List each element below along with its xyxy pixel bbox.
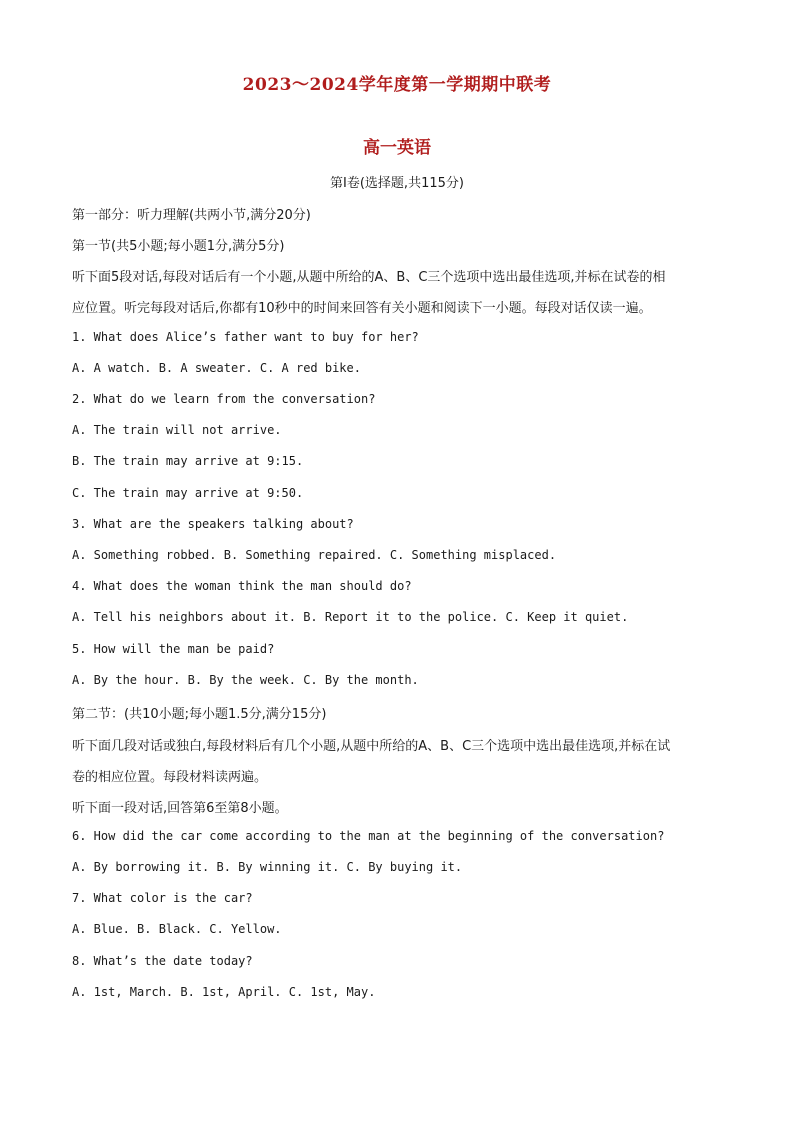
question-text: 6. How did the car come according to the man at the beginning of the conversation?: [72, 829, 665, 843]
exam-title: 2023～2024学年度第一学期期中联考: [242, 75, 552, 95]
question-options: A. A watch. B. A sweater. C. A red bike.: [72, 361, 361, 375]
instruction-text: 应位置。听完每段对话后,你都有10秒中的时间来回答有关小题和阅读下一小题。每段对话仅读一遍。: [72, 301, 652, 316]
part-heading: 第一部分：听力理解(共两小节,满分20分): [72, 208, 311, 223]
question-options: A. Blue. B. Black. C. Yellow.: [72, 922, 282, 936]
question-option: B. The train may arrive at 9:15.: [72, 454, 304, 468]
question-text: 3. What are the speakers talking about?: [72, 517, 354, 531]
question-option: A. The train will not arrive.: [72, 423, 282, 437]
instruction-text: 听下面一段对话,回答第6至第8小题。: [72, 801, 288, 816]
question-options: A. Tell his neighbors about it. B. Report it to the police. C. Keep it quiet.: [72, 610, 629, 624]
section-heading: 第一节(共5小题;每小题1分,满分5分): [72, 239, 285, 254]
question-text: 7. What color is the car?: [72, 891, 253, 905]
question-options: A. Something robbed. B. Something repaired. C. Something misplaced.: [72, 548, 557, 562]
instruction-text: 听下面几段对话或独白,每段材料后有几个小题,从题中所给的A、B、C三个选项中选出最佳选项,并标在试: [72, 739, 671, 754]
question-option: C. The train may arrive at 9:50.: [72, 486, 304, 500]
question-text: 5. How will the man be paid?: [72, 642, 275, 656]
question-options: A. By the hour. B. By the week. C. By the month.: [72, 673, 419, 687]
instruction-text: 卷的相应位置。每段材料读两遍。: [72, 770, 268, 785]
volume-heading: 第Ⅰ卷(选择题,共115分): [330, 176, 464, 191]
instruction-text: 听下面5段对话,每段对话后有一个小题,从题中所给的A、B、C三个选项中选出最佳选项,并标在试卷的相: [72, 270, 666, 285]
question-options: A. By borrowing it. B. By winning it. C. By buying it.: [72, 860, 463, 874]
exam-subject: 高一英语: [363, 138, 431, 158]
question-text: 2. What do we learn from the conversation?: [72, 392, 376, 406]
question-text: 1. What does Alice’s father want to buy for her?: [72, 330, 419, 344]
section-heading: 第二节：(共10小题;每小题1.5分,满分15分): [72, 707, 327, 722]
question-text: 8. What’s the date today?: [72, 954, 253, 968]
question-options: A. 1st, March. B. 1st, April. C. 1st, May.: [72, 985, 376, 999]
question-text: 4. What does the woman think the man should do?: [72, 579, 412, 593]
